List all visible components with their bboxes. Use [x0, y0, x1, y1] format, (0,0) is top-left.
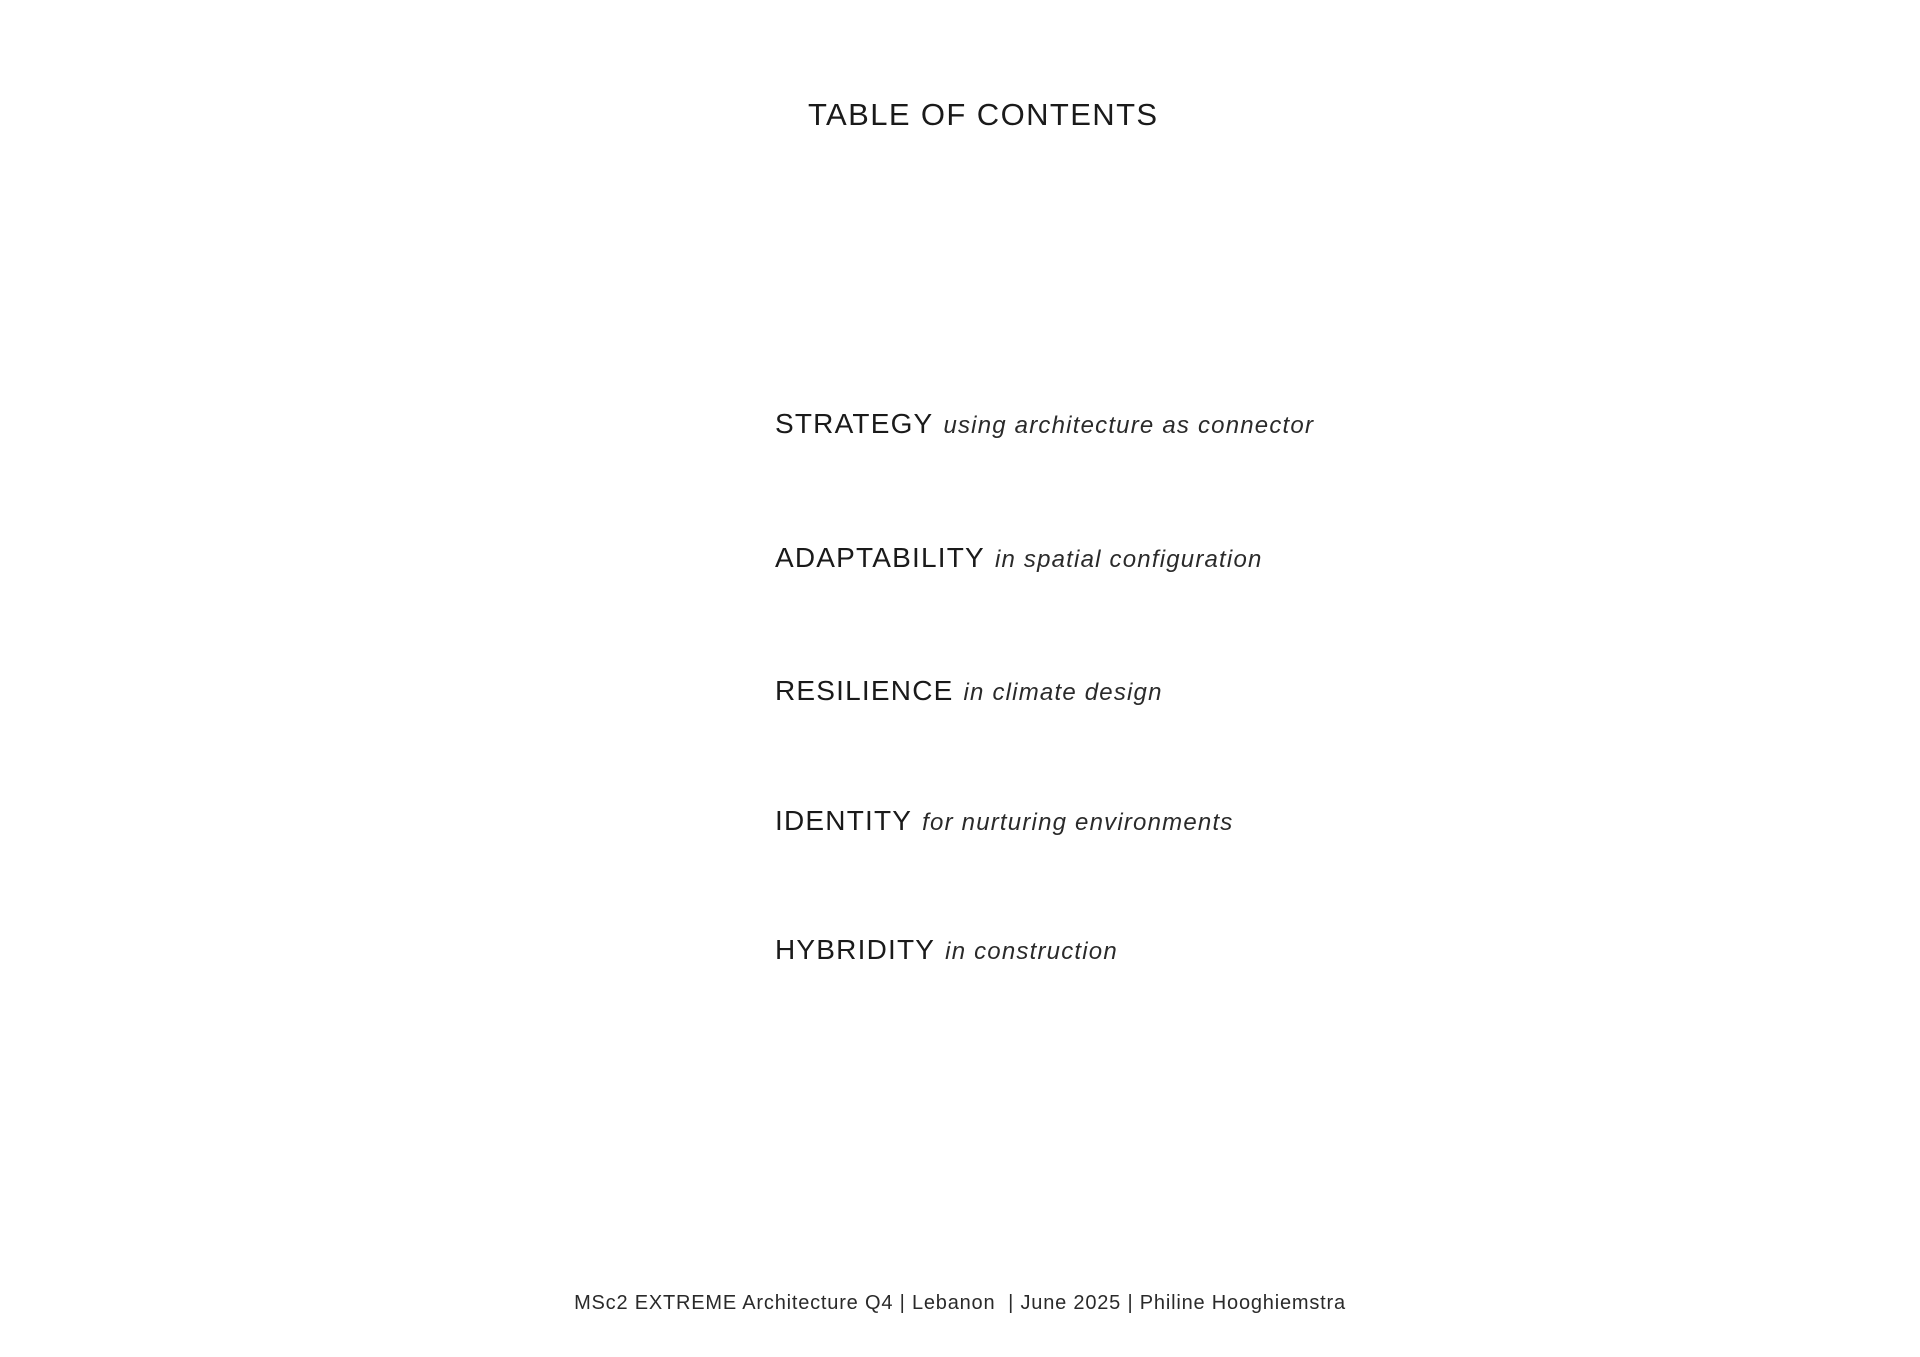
toc-heading: RESILIENCE	[775, 675, 954, 706]
toc-subtitle: in construction	[945, 938, 1118, 965]
toc-entry-hybridity	[775, 934, 1118, 966]
toc-heading: IDENTITY	[775, 805, 913, 836]
toc-entry-identity	[775, 805, 1234, 837]
toc-subtitle: in climate design	[963, 679, 1163, 706]
toc-heading: HYBRIDITY	[775, 934, 936, 965]
toc-subtitle: for nurturing environments	[922, 809, 1234, 836]
toc-subtitle: in spatial configuration	[994, 546, 1263, 573]
toc-entry-resilience	[775, 675, 1163, 707]
toc-entry-adaptability	[775, 542, 1263, 574]
toc-entry-strategy	[775, 408, 1314, 440]
page-title: TABLE OF CONTENTS	[808, 97, 1159, 132]
toc-subtitle: using architecture as connector	[943, 412, 1315, 439]
page-footer: MSc2 EXTREME Architecture Q4 | Lebanon | June 2025 | Philine Hooghiemstra	[574, 1292, 1346, 1314]
toc-heading: ADAPTABILITY	[775, 542, 985, 573]
toc-heading: STRATEGY	[775, 408, 934, 439]
